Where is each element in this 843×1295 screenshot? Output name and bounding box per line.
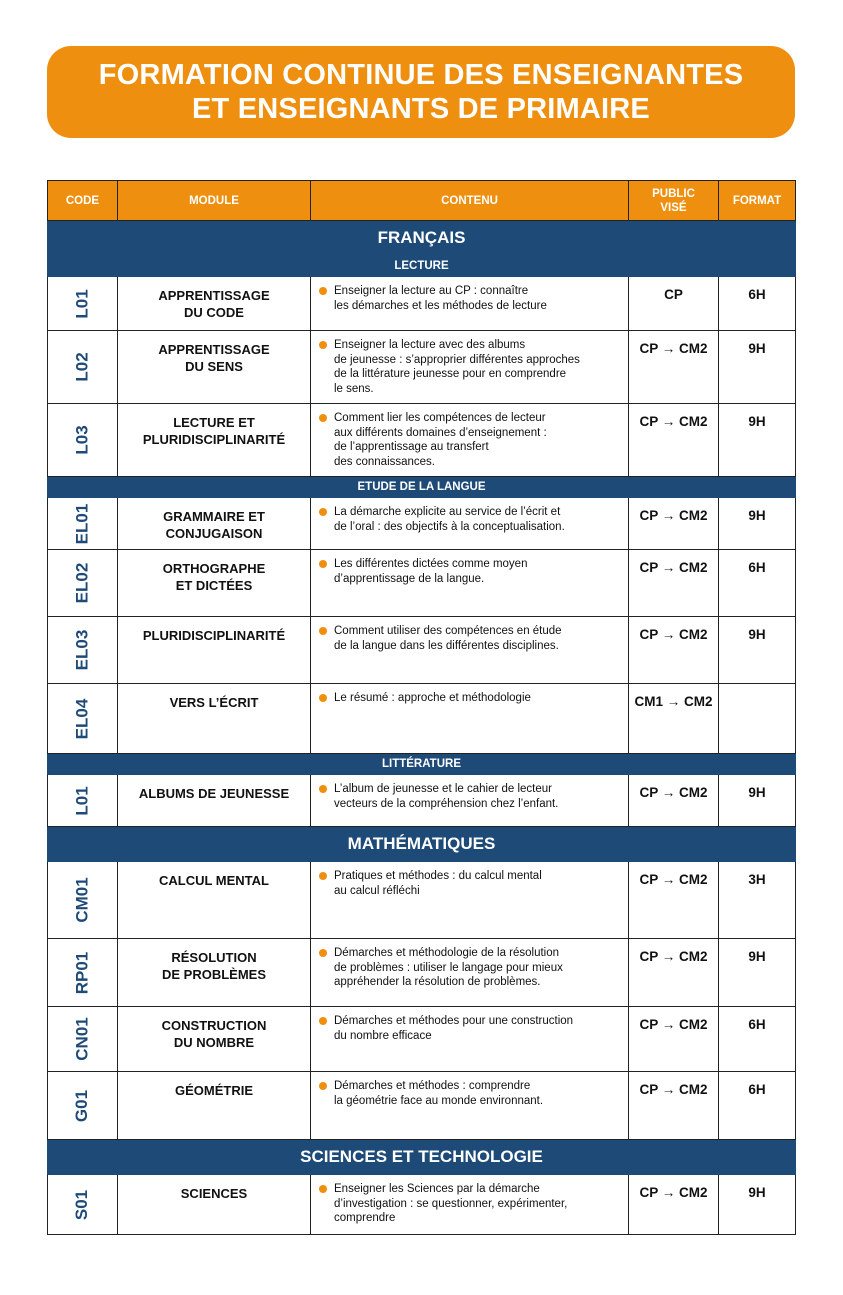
module-row	[48, 617, 796, 684]
module-format: 9H	[719, 498, 796, 550]
module-row	[48, 862, 796, 939]
module-row	[48, 404, 796, 477]
module-content-text: Les différentes dictées comme moyen d’apprentissage de la langue.	[334, 558, 528, 585]
module-content-text: Enseigner les Sciences par la démarche d’investigation : se questionner, expérimenter, comprendre	[334, 1183, 568, 1224]
module-public: CP → CM2	[629, 862, 719, 939]
module-content	[311, 277, 629, 331]
module-format: 6H	[719, 1072, 796, 1140]
module-content	[311, 550, 629, 617]
module-code: S01	[72, 1189, 92, 1220]
module-row	[48, 550, 796, 617]
module-public: CP → CM2	[629, 1175, 719, 1235]
module-code: EL03	[72, 629, 92, 671]
module-content	[311, 1175, 629, 1235]
module-public: CP → CM2	[629, 617, 719, 684]
module-content-text: Enseigner la lecture au CP : connaître les démarches et les méthodes de lecture	[334, 285, 547, 312]
module-code-cell	[48, 775, 118, 827]
module-row	[48, 775, 796, 827]
module-code-cell	[48, 617, 118, 684]
module-public: CP	[629, 277, 719, 331]
module-row	[48, 498, 796, 550]
module-format: 6H	[719, 550, 796, 617]
module-public: CP → CM2	[629, 404, 719, 477]
module-name: SCIENCES	[118, 1175, 311, 1235]
bullet-icon	[319, 1185, 327, 1193]
section-header-row	[48, 221, 796, 256]
module-code-cell	[48, 1072, 118, 1140]
section-header-row	[48, 1140, 796, 1175]
module-code-cell	[48, 331, 118, 404]
module-public: CP → CM2	[629, 775, 719, 827]
bullet-icon	[319, 1082, 327, 1090]
module-content-text: Démarches et méthodes pour une construction du nombre efficace	[334, 1015, 574, 1042]
module-code: RP01	[72, 951, 92, 994]
module-code: EL04	[72, 698, 92, 739]
header-contenu: CONTENU	[311, 181, 629, 221]
module-name: ORTHOGRAPHE ET DICTÉES	[118, 550, 311, 617]
module-content-text: Pratiques et méthodes : du calcul mental au calcul réfléchi	[334, 870, 542, 897]
module-content	[311, 862, 629, 939]
module-code: EL01	[72, 503, 92, 544]
module-code-cell	[48, 1007, 118, 1072]
module-code-cell	[48, 684, 118, 754]
module-code: CM01	[72, 877, 92, 923]
module-row	[48, 1072, 796, 1140]
module-public: CM1 → CM2	[629, 684, 719, 754]
bullet-icon	[319, 627, 327, 635]
bullet-icon	[319, 1017, 327, 1025]
module-code: G01	[72, 1089, 92, 1122]
module-name: LECTURE ET PLURIDISCIPLINARITÉ	[118, 404, 311, 477]
module-code-cell	[48, 550, 118, 617]
bullet-icon	[319, 694, 327, 702]
module-row	[48, 277, 796, 331]
module-content-text: Comment lier les compétences de lecteur aux différents domaines d’enseignement : de l’apprentissage au transfert des connaissances.	[334, 412, 547, 468]
module-code: L01	[72, 288, 92, 319]
module-name: APPRENTISSAGE DU CODE	[118, 277, 311, 331]
bullet-icon	[319, 872, 327, 880]
module-code: L02	[72, 352, 92, 382]
module-code-cell	[48, 498, 118, 550]
module-public: CP → CM2	[629, 939, 719, 1007]
module-format: 6H	[719, 277, 796, 331]
module-content-text: Démarches et méthodes : comprendre la géométrie face au monde environnant.	[334, 1080, 544, 1107]
module-name: ALBUMS DE JEUNESSE	[118, 775, 311, 827]
module-name: VERS L’ÉCRIT	[118, 684, 311, 754]
module-content-text: L’album de jeunesse et le cahier de lecteur vecteurs de la compréhension chez l’enfant.	[334, 783, 559, 810]
module-row	[48, 684, 796, 754]
title-banner	[47, 46, 795, 138]
bullet-icon	[319, 560, 327, 568]
header-row	[48, 181, 796, 221]
subsection-header-row	[48, 477, 796, 498]
module-name: GRAMMAIRE ET CONJUGAISON	[118, 498, 311, 550]
module-content	[311, 775, 629, 827]
subsection-title: LITTÉRATURE	[48, 754, 796, 775]
module-content	[311, 939, 629, 1007]
module-public: CP → CM2	[629, 1072, 719, 1140]
module-format: 9H	[719, 404, 796, 477]
module-code: EL02	[72, 562, 92, 604]
bullet-icon	[319, 287, 327, 295]
module-name: PLURIDISCIPLINARITÉ	[118, 617, 311, 684]
module-content	[311, 1072, 629, 1140]
module-row	[48, 1007, 796, 1072]
module-name: APPRENTISSAGE DU SENS	[118, 331, 311, 404]
module-content	[311, 1007, 629, 1072]
module-code: L01	[72, 785, 92, 816]
bullet-icon	[319, 414, 327, 422]
subsection-header-row	[48, 754, 796, 775]
module-content-text: Enseigner la lecture avec des albums de jeunesse : s’approprier différentes approches de la littérature jeunesse pour en comprendre le sens.	[334, 339, 580, 395]
module-code-cell	[48, 277, 118, 331]
header-module: MODULE	[118, 181, 311, 221]
section-title: FRANÇAIS	[48, 221, 796, 256]
section-title: MATHÉMATIQUES	[48, 827, 796, 862]
module-content	[311, 404, 629, 477]
module-format: 3H	[719, 862, 796, 939]
header-format: FORMAT	[719, 181, 796, 221]
bullet-icon	[319, 508, 327, 516]
header-public: PUBLIC VISÉ	[629, 181, 719, 221]
module-row	[48, 939, 796, 1007]
section-title: SCIENCES ET TECHNOLOGIE	[48, 1140, 796, 1175]
subsection-title: LECTURE	[48, 256, 796, 277]
header-code: CODE	[48, 181, 118, 221]
module-code: L03	[72, 425, 92, 455]
title-line-1: FORMATION CONTINUE DES ENSEIGNANTES	[98, 59, 744, 91]
bullet-icon	[319, 949, 327, 957]
module-code-cell	[48, 1175, 118, 1235]
module-public: CP → CM2	[629, 331, 719, 404]
module-code: CN01	[72, 1017, 92, 1061]
module-public: CP → CM2	[629, 498, 719, 550]
module-row	[48, 331, 796, 404]
module-format	[719, 684, 796, 754]
module-format: 9H	[719, 617, 796, 684]
module-content-text: Le résumé : approche et méthodologie	[334, 692, 531, 704]
module-content	[311, 684, 629, 754]
module-code-cell	[48, 939, 118, 1007]
module-format: 9H	[719, 1175, 796, 1235]
module-name: GÉOMÉTRIE	[118, 1072, 311, 1140]
bullet-icon	[319, 785, 327, 793]
module-content	[311, 498, 629, 550]
module-content-text: La démarche explicite au service de l’écrit et de l’oral : des objectifs à la conceptualisation.	[334, 506, 565, 533]
module-code-cell	[48, 862, 118, 939]
module-format: 9H	[719, 775, 796, 827]
module-name: CALCUL MENTAL	[118, 862, 311, 939]
module-content	[311, 617, 629, 684]
module-content-text: Comment utiliser des compétences en étude de la langue dans les différentes disciplines.	[334, 625, 562, 652]
module-content	[311, 331, 629, 404]
module-public: CP → CM2	[629, 1007, 719, 1072]
subsection-header-row	[48, 256, 796, 277]
module-code-cell	[48, 404, 118, 477]
module-name: CONSTRUCTION DU NOMBRE	[118, 1007, 311, 1072]
subsection-title: ETUDE DE LA LANGUE	[48, 477, 796, 498]
module-public: CP → CM2	[629, 550, 719, 617]
module-row	[48, 1175, 796, 1235]
bullet-icon	[319, 341, 327, 349]
module-content-text: Démarches et méthodologie de la résolution de problèmes : utiliser le langage pour mieux appréhender la résolution de problèmes.	[334, 947, 563, 988]
module-format: 6H	[719, 1007, 796, 1072]
module-format: 9H	[719, 331, 796, 404]
section-header-row	[48, 827, 796, 862]
training-table	[47, 180, 796, 1235]
title-line-2: ET ENSEIGNANTS DE PRIMAIRE	[192, 93, 650, 125]
module-name: RÉSOLUTION DE PROBLÈMES	[118, 939, 311, 1007]
module-format: 9H	[719, 939, 796, 1007]
